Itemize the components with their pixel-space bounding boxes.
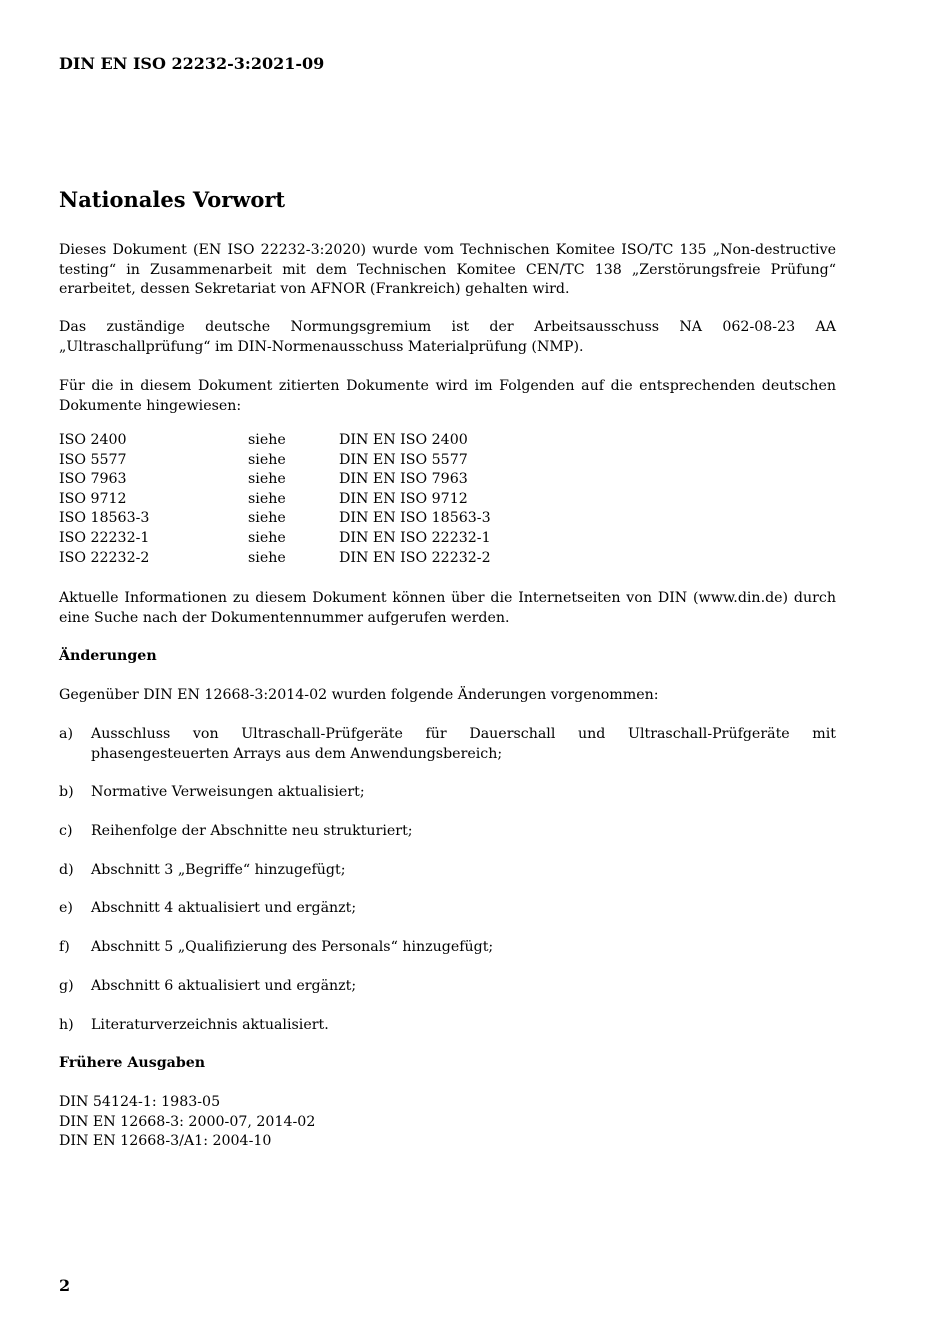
reference-row [59, 470, 491, 490]
document-id-header: DIN EN ISO 22232-3:2021-09 [59, 54, 325, 73]
list-item-text: Literaturverzeichnis aktualisiert. [91, 1017, 329, 1033]
reference-iso: ISO 2400 [59, 432, 127, 448]
list-item-letter: f) [59, 939, 70, 955]
reference-iso: ISO 22232-2 [59, 549, 150, 566]
list-item-text: Abschnitt 5 „Qualifizierung des Personals“ hinzugefügt; [91, 939, 494, 955]
list-item [59, 1016, 836, 1036]
reference-row [59, 431, 491, 451]
list-item [59, 977, 836, 997]
reference-see: siehe [248, 529, 286, 546]
reference-din: DIN EN ISO 18563-3 [339, 510, 491, 527]
earlier-editions-heading: Frühere Ausgaben [59, 1055, 206, 1071]
reference-see: siehe [248, 549, 286, 566]
list-item-text: Reihenfolge der Abschnitte neu strukturiert; [91, 823, 413, 839]
paragraph-committee: Dieses Dokument (EN ISO 22232-3:2020) wurde vom Technischen Komitee ISO/TC 135 „Non-destructive testing“ in Zusammenarbeit mit dem Technischen Komitee CEN/TC 138 „Zerstörungsfreie Prüfung“ erarbeitet, dessen Sekretariat von AFNOR (Frankreich) gehalten wird. [59, 242, 836, 298]
reference-din: DIN EN ISO 9712 [339, 490, 468, 507]
reference-din: DIN EN ISO 7963 [339, 471, 468, 488]
list-item [59, 822, 836, 842]
edition-item: DIN 54124-1: 1983-05 [59, 1094, 221, 1110]
list-item-letter: d) [59, 862, 74, 878]
reference-din: DIN EN ISO 22232-1 [339, 529, 491, 546]
reference-iso: ISO 22232-1 [59, 529, 150, 546]
list-item-letter: e) [59, 900, 73, 916]
reference-row [59, 490, 491, 510]
reference-din: DIN EN ISO 5577 [339, 451, 468, 468]
list-item [59, 783, 836, 803]
edition-item: DIN EN 12668-3/A1: 2004-10 [59, 1133, 272, 1150]
reference-see: siehe [248, 471, 286, 488]
list-item-letter: h) [59, 1017, 74, 1033]
list-item [59, 861, 836, 881]
list-item [59, 725, 836, 764]
list-item [59, 938, 836, 958]
paragraph-changes-intro: Gegenüber DIN EN 12668-3:2014-02 wurden folgende Änderungen vorgenommen: [59, 687, 659, 703]
reference-see: siehe [248, 490, 286, 507]
list-item-text: Ausschluss von Ultraschall-Prüfgeräte für Dauerschall und Ultraschall-Prüfgeräte mit phasengesteuerten Arrays aus dem Anwendungsbereich; [91, 726, 836, 762]
reference-see: siehe [248, 432, 286, 448]
list-item-text: Abschnitt 3 „Begriffe“ hinzugefügt; [91, 862, 346, 878]
edition-item: DIN EN 12668-3: 2000-07, 2014-02 [59, 1113, 316, 1130]
list-item [59, 899, 836, 919]
paragraph-din-website: Aktuelle Informationen zu diesem Dokument können über die Internetseiten von DIN (www.din.de) durch eine Suche nach der Dokumentennummer aufgerufen werden. [59, 590, 836, 626]
reference-din: DIN EN ISO 2400 [339, 432, 468, 448]
reference-row [59, 451, 491, 471]
list-item-text: Abschnitt 4 aktualisiert und ergänzt; [91, 900, 357, 916]
reference-row [59, 529, 491, 549]
list-item-letter: g) [59, 978, 74, 994]
list-item-letter: b) [59, 784, 74, 800]
reference-see: siehe [248, 451, 286, 468]
list-item-text: Normative Verweisungen aktualisiert; [91, 784, 365, 800]
reference-iso: ISO 9712 [59, 490, 127, 507]
reference-din: DIN EN ISO 22232-2 [339, 549, 491, 566]
reference-iso: ISO 5577 [59, 451, 127, 468]
list-item-letter: a) [59, 726, 73, 742]
earlier-editions-list [59, 1093, 315, 1152]
reference-see: siehe [248, 510, 286, 527]
reference-iso: ISO 7963 [59, 471, 127, 488]
page-title: Nationales Vorwort [59, 187, 286, 212]
paragraph-standards-body: Das zuständige deutsche Normungsgremium ist der Arbeitsausschuss NA 062-08-23 AA „Ultraschallprüfung“ im DIN-Normenausschuss Materialprüfung (NMP). [59, 319, 836, 355]
paragraph-cited-documents: Für die in diesem Dokument zitierten Dokumente wird im Folgenden auf die entsprechenden deutschen Dokumente hingewiesen: [59, 378, 836, 414]
reference-row [59, 549, 491, 569]
reference-table [59, 431, 491, 568]
changes-heading: Änderungen [59, 648, 157, 664]
list-item-letter: c) [59, 823, 73, 839]
reference-iso: ISO 18563-3 [59, 510, 150, 527]
list-item-text: Abschnitt 6 aktualisiert und ergänzt; [91, 978, 357, 994]
reference-row [59, 509, 491, 529]
page-number: 2 [59, 1276, 71, 1295]
